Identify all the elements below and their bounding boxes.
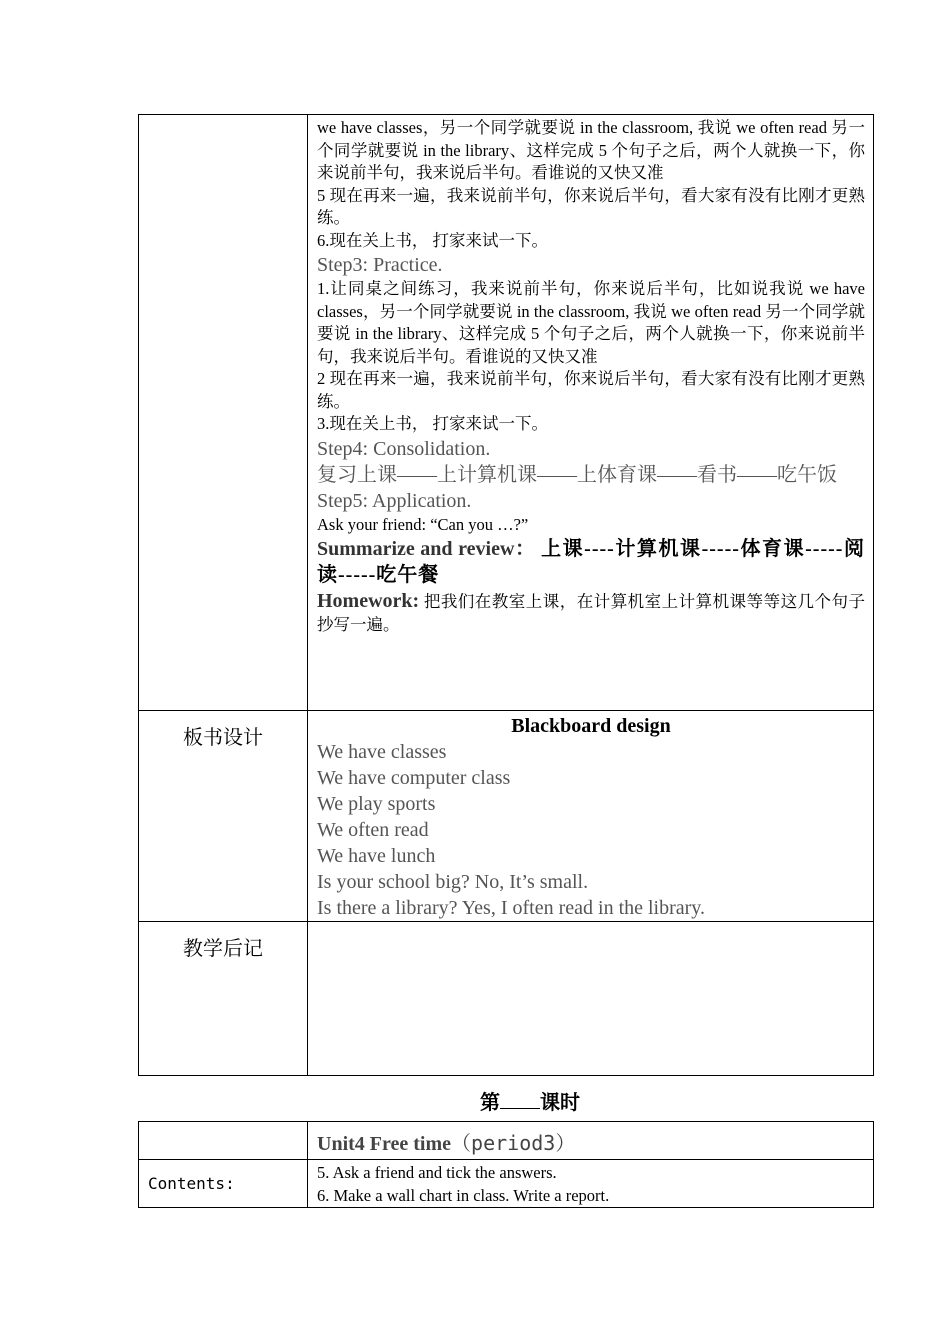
blackboard-content-cell [308,711,874,922]
reflection-label: 教学后记 [139,922,308,1076]
blackboard-line: We often read [317,819,429,841]
blackboard-line: We have lunch [317,845,436,867]
lesson-heading-suffix: 课时 [540,1092,580,1114]
procedure-row [139,115,874,711]
contents-line: 5. Ask a friend and tick the answers. [317,1163,557,1182]
lesson-plan-table [138,114,874,1076]
procedure-label-cell [139,115,308,711]
blackboard-line: We have computer class [317,767,511,789]
lesson-number-heading [0,1086,950,1115]
reflection-row [139,922,874,1076]
unit-title-cell [308,1122,874,1160]
procedure-line: 6.现在关上书， 打家来试一下。 [317,230,548,250]
homework-line [317,588,865,637]
summarize-line [317,536,865,588]
summarize-label: Summarize and review： [317,538,536,560]
lesson-heading-prefix: 第 [480,1092,500,1114]
step3-heading: Step3: Practice. [317,254,443,276]
practice-line: 3.现在关上书， 打家来试一下。 [317,414,548,433]
blackboard-line: Is there a library? Yes, I often read in the library. [317,897,706,919]
unit-table [138,1121,874,1208]
unit-title: Unit4 Free time [317,1132,452,1155]
contents-label: Contents: [139,1160,308,1208]
blackboard-row [139,711,874,922]
procedure-line: 5 现在再来一遍，我来说前半句，你来说后半句，看大家有没有比刚才更熟练。 [317,185,865,227]
practice-line: 1.让同桌之间练习，我来说前半句，你来说后半句，比如说我说 we have classes，另一个同学就要说 in the classroom, 我说 we often read 另一个同学就要说 in the library、这样完成 5 个句子之后，两个人就换一下，你来说前半句，我来说后半句。看谁说的又快又准 [317,279,865,366]
blackboard-line: We have classes [317,741,447,763]
unit-title-label-cell [139,1122,308,1160]
procedure-content-cell [308,115,874,711]
unit-period: （period3） [451,1130,576,1155]
contents-cell [308,1160,874,1208]
blackboard-line: We play sports [317,793,436,815]
unit-title-row [139,1122,874,1160]
contents-line: 6. Make a wall chart in class. Write a report. [317,1185,610,1205]
blackboard-title: Blackboard design [511,715,671,737]
blackboard-label: 板书设计 [139,711,308,922]
blackboard-line: Is your school big? No, It’s small. [317,871,589,893]
lesson-number-blank [500,1090,540,1109]
ask-line: Ask your friend: “Can you …?” [317,514,529,534]
step4-text: 复习上课——上计算机课——上体育课——看书——吃午饭 [317,463,837,486]
homework-label: Homework: [317,590,420,612]
homework-text: 把我们在教室上课，在计算机室上计算机课等等这几个句子抄写一遍。 [317,592,866,634]
step5-heading: Step5: Application. [317,489,472,512]
practice-line: 2 现在再来一遍，我来说前半句，你来说后半句，看大家有没有比刚才更熟练。 [317,369,865,411]
summarize-text: 上课----计算机课-----体育课-----阅读-----吃午餐 [317,538,865,586]
procedure-line: we have classes，另一个同学就要说 in the classroom, 我说 we often read 另一个同学就要说 in the library、这样完成 5 个句子之后，两个人就换一下，你来说前半句，我来说后半句。看谁说的又快又准 [317,118,865,182]
step4-heading: Step4: Consolidation. [317,437,491,460]
contents-row [139,1160,874,1208]
reflection-content-cell [308,922,874,1076]
